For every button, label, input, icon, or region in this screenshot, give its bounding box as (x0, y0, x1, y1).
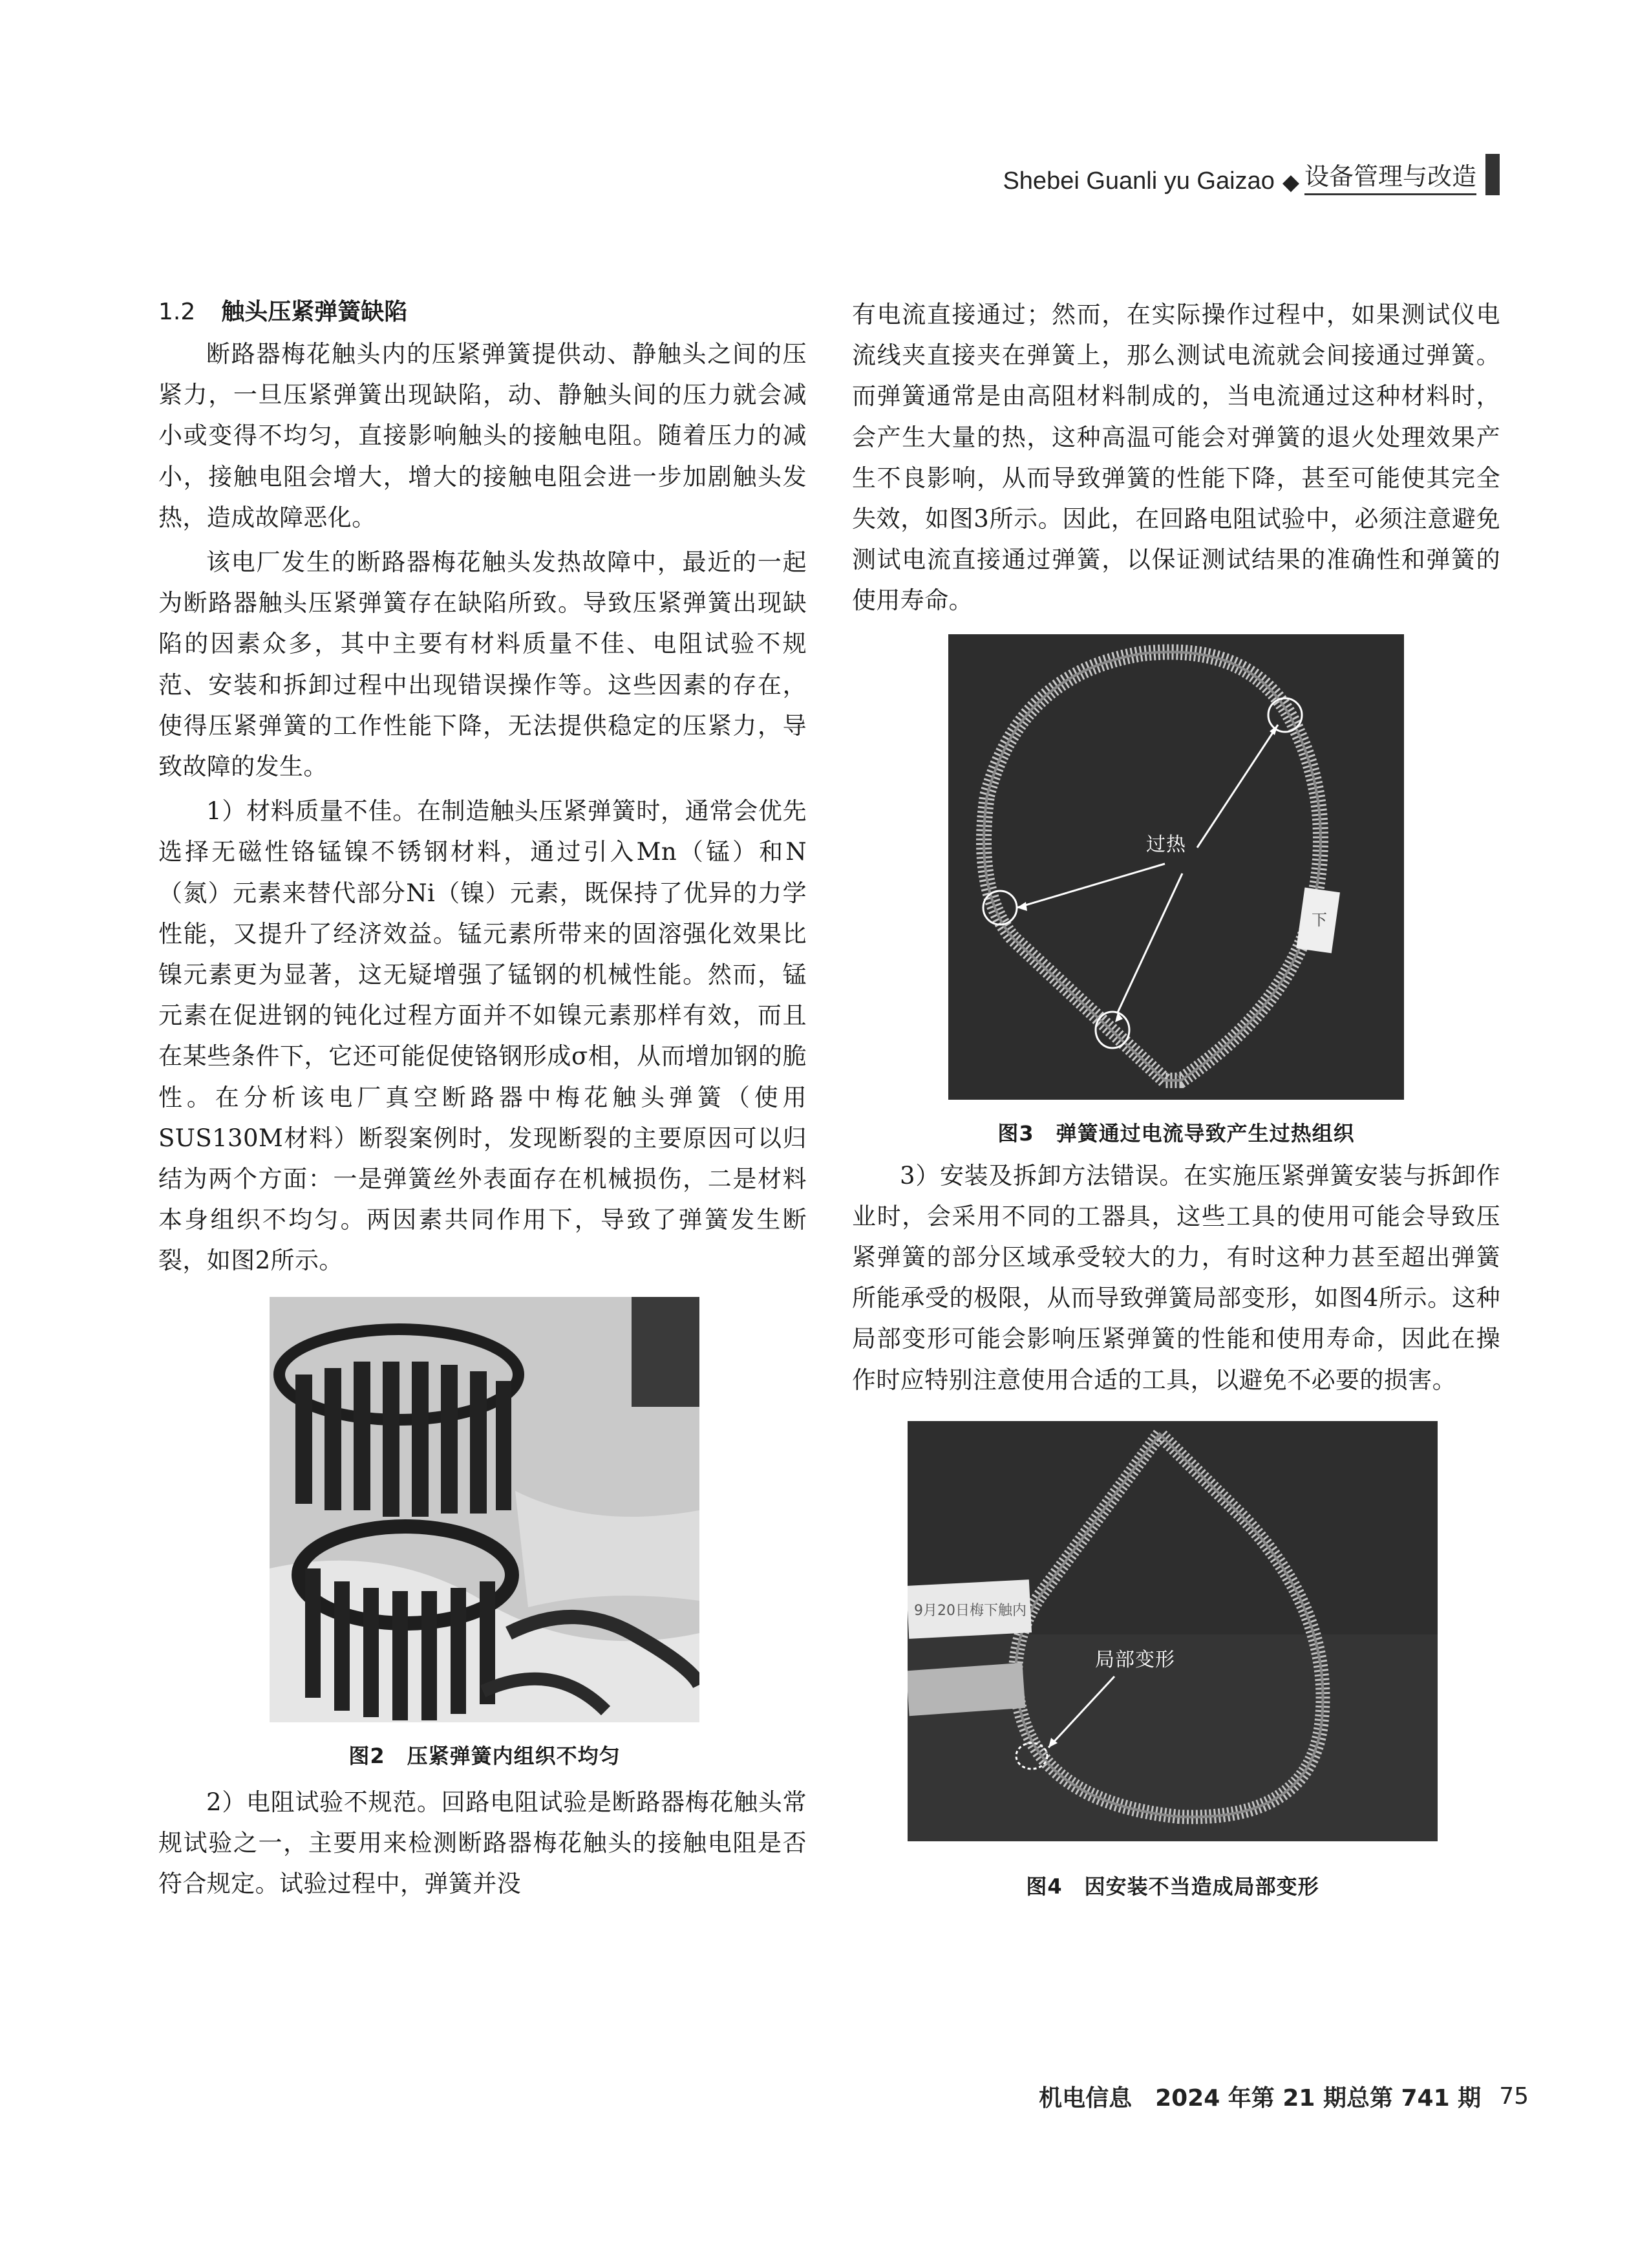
figure-3 (948, 634, 1404, 1151)
footer-journal: 机电信息 (1039, 2084, 1133, 2112)
fig4-number: 图4 (1026, 1874, 1063, 1899)
page-number: 75 (1499, 2082, 1529, 2110)
fig4-caption (908, 1868, 1438, 1905)
paragraph: 断路器梅花触头内的压紧弹簧提供动、静触头之间的压紧力，一旦压紧弹簧出现缺陷，动、静触头间的压力就会减小或变得不均匀，直接影响触头的接触电阻。随着压力的减小，接触电阻会增大，增大的接触电阻会进一步加剧触头发热，造成故障恶化。 (158, 340, 807, 531)
fig4-caption-text: 因安装不当造成局部变形 (1084, 1874, 1319, 1899)
fig3-image (948, 634, 1404, 1100)
fig3-annotation: 过热 (1146, 833, 1186, 856)
paragraph: 该电厂发生的断路器梅花触头发热故障中，最近的一起为断路器触头压紧弹簧存在缺陷所致。导致压紧弹簧出现缺陷的因素众多，其中主要有材料质量不佳、电阻试验不规范、安装和拆卸过程中出现错误操作等。这些因素的存在，使得压紧弹簧的工作性能下降，无法提供稳定的压紧力，导致故障的发生。 (158, 548, 807, 781)
section-title: 触头压紧弹簧缺陷 (221, 299, 408, 325)
running-header (957, 144, 1500, 195)
fig2-caption-text: 压紧弹簧内组织不均匀 (407, 1743, 621, 1768)
figure-2 (270, 1297, 699, 1775)
right-column (852, 294, 1500, 1905)
fig4-tag-text: 9月20日梅下触内 (914, 1602, 1027, 1619)
paragraph: 1）材料质量不佳。在制造触头压紧弹簧时，通常会优先选择无磁性铬锰镍不锈钢材料，通过引入Mn（锰）和N（氮）元素来替代部分Ni（镍）元素，既保持了优异的力学性能，又提升了经济效益。锰元素所带来的固溶强化效果比镍元素更为显著，这无疑增强了锰钢的机械性能。然而，锰元素在促进钢的钝化过程方面并不如镍元素那样有效，而且在某些条件下，它还可能促使铬钢形成σ相，从而增加钢的脆性。在分析该电厂真空断路器中梅花触头弹簧（使用SUS130M材料）断裂案例时，发现断裂的主要原因可以归结为两个方面：一是弹簧丝外表面存在机械损伤，二是材料本身组织不均匀。两因素共同作用下，导致了弹簧发生断裂，如图2所示。 (158, 797, 807, 1275)
paragraph: 3）安装及拆卸方法错误。在实施压紧弹簧安装与拆卸作业时，会采用不同的工器具，这些工具的使用可能会导致压紧弹簧的部分区域承受较大的力，有时这种力甚至超出弹簧所能承受的极限，从而导致弹簧局部变形，如图4所示。这种局部变形可能会影响压紧弹簧的性能和使用寿命，因此在操作时应特别注意使用合适的工具，以避免不必要的损害。 (852, 1161, 1500, 1394)
fig4-photo (908, 1421, 1438, 1841)
page-footer (992, 2073, 1529, 2119)
left-column (158, 291, 807, 1904)
fig4-annotation: 局部变形 (1095, 1648, 1175, 1671)
section-heading (158, 291, 807, 334)
fig2-photo (270, 1297, 699, 1722)
figure-4 (908, 1421, 1438, 1905)
fig3-number: 图3 (997, 1120, 1034, 1146)
section-number: 1.2 (158, 299, 196, 325)
column-title: 设备管理与改造 (1304, 156, 1476, 195)
footer-issue: 2024 年第 21 期总第 741 期 (1155, 2084, 1482, 2112)
paragraph: 2）电阻试验不规范。回路电阻试验是断路器梅花触头常规试验之一，主要用来检测断路器梅花触头的接触电阻是否符合规定。试验过程中，弹簧并没 (158, 1788, 807, 1898)
fig3-tag-text: 下 (1312, 910, 1327, 929)
fig2-image (270, 1297, 699, 1722)
fig4-image (908, 1421, 1438, 1841)
fig2-caption (270, 1737, 699, 1775)
fig3-photo (948, 634, 1404, 1100)
fig3-caption-text: 弹簧通过电流导致产生过热组织 (1056, 1120, 1355, 1146)
fig3-caption (948, 1115, 1404, 1151)
paragraph: 有电流直接通过；然而，在实际操作过程中，如果测试仪电流线夹直接夹在弹簧上，那么测试电流就会间接通过弹簧。而弹簧通常是由高阻材料制成的，当电流通过这种材料时，会产生大量的热，这种高温可能会对弹簧的退火处理效果产生不良影响，从而导致弹簧的性能下降，甚至可能使其完全失效，如图3所示。因此，在回路电阻试验中，必须注意避免测试电流直接通过弹簧，以保证测试结果的准确性和弹簧的使用寿命。 (852, 301, 1500, 615)
journal-pinyin: Shebei Guanli yu Gaizao (1003, 167, 1275, 195)
header-bar (1485, 154, 1500, 195)
fig2-number: 图2 (348, 1743, 385, 1768)
header-separator: ◆ (1282, 170, 1299, 195)
